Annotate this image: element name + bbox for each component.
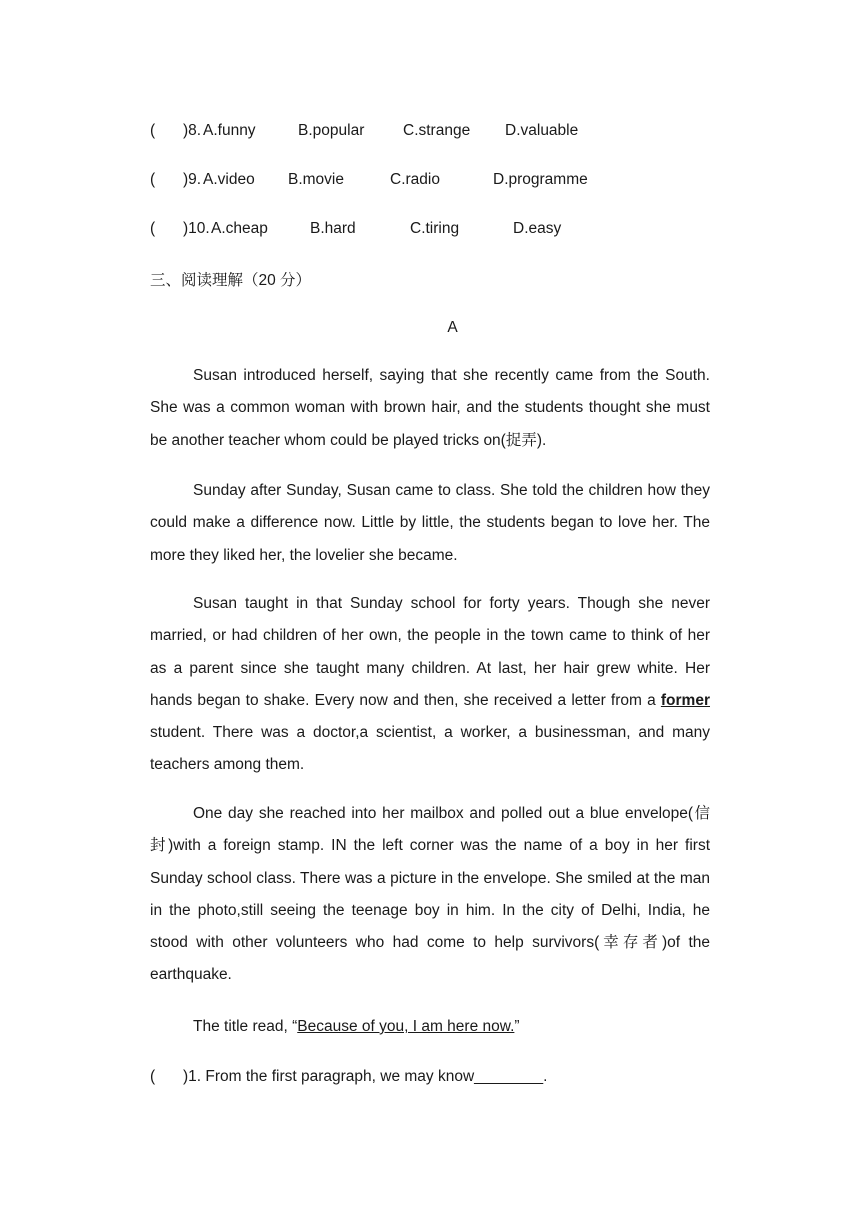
section-heading: 三、阅读理解（20 分） (150, 272, 312, 289)
passage-label: A (447, 319, 458, 336)
question-10-option-d: D.easy (513, 220, 562, 237)
question-9-option-d: D.programme (493, 171, 588, 188)
paragraph-2: Sunday after Sunday, Susan came to class. She told the children how they could make a difference now. Little by little, the students began to love her. The more they liked her, the lovelier she became. (150, 482, 710, 564)
question-8-option-a: A.funny (203, 122, 256, 139)
question-9-option-b: B.movie (288, 171, 344, 188)
reading-question-1-text: )1. From the first paragraph, we may know________. (183, 1068, 548, 1085)
paragraph-3-text-start: Susan taught in that Sunday school for forty years. Though she never married, or had children of her own, the people in the town came to think of her as a parent since she taught many children. At last, her hair grew white. Her hands began to shake. Every now and then, she received a letter from a (150, 595, 710, 709)
open-paren: ( (150, 122, 156, 139)
question-8-option-b: B.popular (298, 122, 365, 139)
paragraph-5-text-start: The title read, “ (193, 1018, 298, 1035)
question-10-option-b: B.hard (310, 220, 356, 237)
question-8-option-c: C.strange (403, 122, 471, 139)
question-8 (150, 122, 579, 140)
question-9-option-a: A.video (203, 171, 255, 188)
question-9 (150, 171, 588, 189)
question-10-option-a: A.cheap (211, 220, 268, 237)
paragraph-1: Susan introduced herself, saying that she recently came from the South. She was a common woman with brown hair, and the students thought she must be another teacher whom could be played tricks on(捉弄). (150, 367, 710, 449)
question-9-number: )9. (183, 171, 202, 188)
paragraph-3 (150, 588, 710, 782)
question-9-option-c: C.radio (390, 171, 440, 188)
question-10 (150, 220, 562, 238)
keyword-former: former (660, 691, 710, 709)
open-paren: ( (150, 171, 156, 188)
question-10-number: )10. (183, 220, 210, 237)
question-8-option-d: D.valuable (505, 122, 579, 139)
question-10-option-c: C.tiring (410, 220, 460, 237)
open-paren: ( (150, 220, 156, 237)
paragraph-3-text-end: student. There was a doctor,a scientist, a worker, a businessman, and many teachers among them. (150, 724, 710, 774)
reading-question-1 (150, 1068, 548, 1086)
question-8-number: )8. (183, 122, 202, 139)
paragraph-4: One day she reached into her mailbox and polled out a blue envelope(信封)with a foreign stamp. IN the left corner was the name of a boy in her first Sunday school class. There was a picture in the envelope. She smiled at the man in the photo,still seeing the teenage boy in him. In the city of Delhi, India, he stood with other volunteers who had come to help survivors(幸存者)of the earthquake. (150, 805, 710, 984)
paragraph-5 (150, 1011, 710, 1043)
underlined-title: Because of you, I am here now. (297, 1018, 515, 1035)
open-paren: ( (150, 1068, 156, 1085)
paragraph-5-text-end: ” (514, 1018, 520, 1035)
